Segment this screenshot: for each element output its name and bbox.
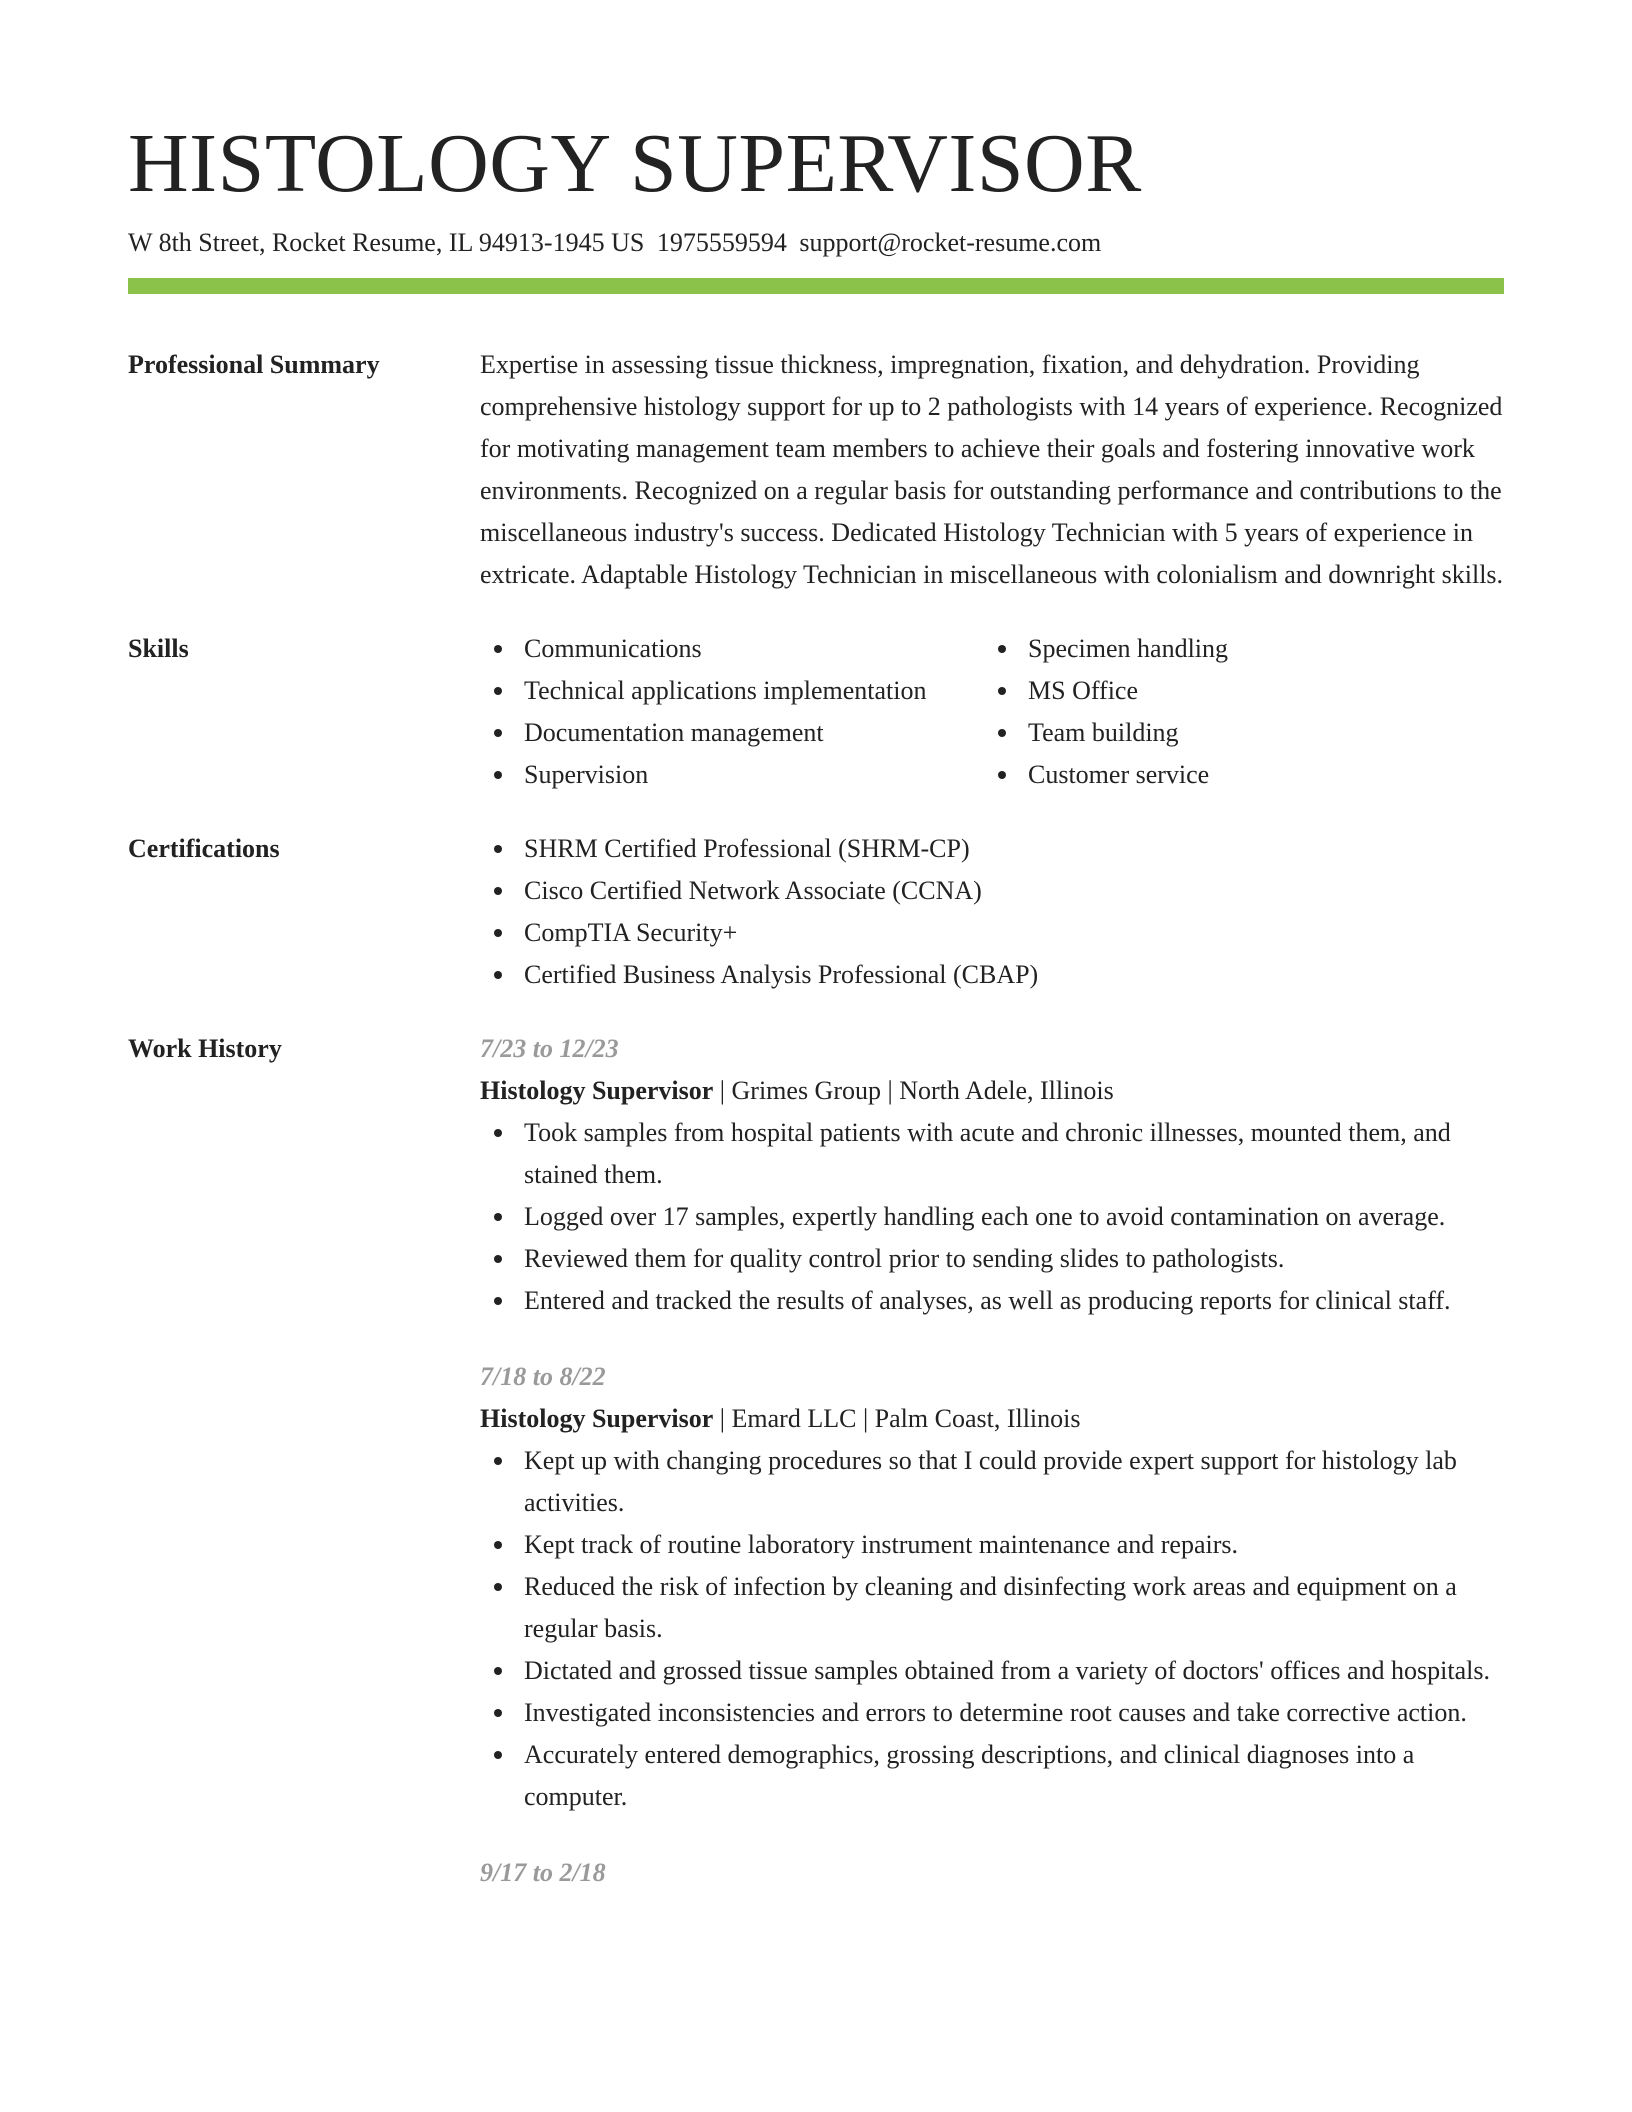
job-separator: |: [856, 1404, 875, 1434]
summary-section: [128, 344, 1504, 596]
section-label-certifications: Certifications: [128, 834, 280, 864]
job-title: Histology Supervisor: [480, 1076, 714, 1106]
accent-divider: [128, 278, 1504, 294]
job-separator: |: [881, 1076, 900, 1106]
contact-address: W 8th Street, Rocket Resume, IL 94913-1945 US: [128, 228, 645, 258]
contact-phone: 1975559594: [656, 228, 787, 258]
job-bullet: Accurately entered demographics, grossing descriptions, and clinical diagnoses into a computer.: [480, 1734, 1504, 1818]
job-bullet: Took samples from hospital patients with acute and chronic illnesses, mounted them, and stained them.: [480, 1112, 1504, 1196]
work-history-section: [128, 1028, 1504, 1928]
summary-text: Expertise in assessing tissue thickness, impregnation, fixation, and dehydration. Providing comprehensive histology support for up to 2 pathologists with 14 years of experience. Recognized for motivating management team members to achieve their goals and fostering innovative work environments. Recognized on a regular basis for outstanding performance and contributions to the miscellaneous industry's success. Dedicated Histology Technician with 5 years of experience in extricate. Adaptable Histology Technician in miscellaneous with colonialism and downright skills.: [480, 350, 1504, 590]
job-dates: 7/23 to 12/23: [480, 1034, 619, 1064]
certifications-section: [128, 828, 1504, 996]
job-bullet: Logged over 17 samples, expertly handling each one to avoid contamination on average.: [480, 1196, 1504, 1238]
skill-item: Specimen handling: [984, 628, 1228, 670]
skill-item: Documentation management: [480, 712, 984, 754]
skill-item: Customer service: [984, 754, 1228, 796]
job-entry: [480, 1852, 1504, 1894]
skills-column-1: [480, 628, 984, 796]
job-entry: [480, 1356, 1504, 1818]
skills-column-2: [984, 628, 1228, 796]
section-label-work-history: Work History: [128, 1034, 282, 1064]
job-dates: 9/17 to 2/18: [480, 1858, 606, 1888]
job-separator: |: [713, 1404, 732, 1434]
certifications-list: [480, 828, 1504, 996]
job-bullet: Reduced the risk of infection by cleaning and disinfecting work areas and equipment on a regular basis.: [480, 1566, 1504, 1650]
job-title: Histology Supervisor: [480, 1404, 714, 1434]
certification-item: Certified Business Analysis Professional (CBAP): [480, 954, 1504, 996]
skills-grid: [480, 628, 1504, 796]
skill-item: Supervision: [480, 754, 984, 796]
job-company: Emard LLC: [731, 1404, 857, 1434]
job-company: Grimes Group: [731, 1076, 881, 1106]
job-separator: |: [713, 1076, 732, 1106]
job-location: Palm Coast, Illinois: [874, 1404, 1081, 1434]
section-label-summary: Professional Summary: [128, 350, 380, 380]
skill-item: Team building: [984, 712, 1228, 754]
job-bullet: Dictated and grossed tissue samples obtained from a variety of doctors' offices and hospitals.: [480, 1650, 1504, 1692]
job-bullet: Entered and tracked the results of analyses, as well as producing reports for clinical staff.: [480, 1280, 1504, 1322]
job-bullet: Reviewed them for quality control prior to sending slides to pathologists.: [480, 1238, 1504, 1280]
job-bullet: Kept track of routine laboratory instrument maintenance and repairs.: [480, 1524, 1504, 1566]
certification-item: SHRM Certified Professional (SHRM-CP): [480, 828, 1504, 870]
job-entry: [480, 1028, 1504, 1322]
skill-item: Communications: [480, 628, 984, 670]
job-dates: 7/18 to 8/22: [480, 1362, 606, 1392]
skills-section: [128, 628, 1504, 796]
resume-title: HISTOLOGY SUPERVISOR: [128, 117, 1142, 210]
section-label-skills: Skills: [128, 634, 189, 664]
contact-line: [128, 228, 1504, 258]
skill-item: Technical applications implementation: [480, 670, 984, 712]
skill-item: MS Office: [984, 670, 1228, 712]
job-bullets: [480, 1112, 1504, 1322]
job-bullet: Investigated inconsistencies and errors to determine root causes and take corrective action.: [480, 1692, 1504, 1734]
contact-email[interactable]: support@rocket-resume.com: [799, 228, 1102, 258]
job-location: North Adele, Illinois: [899, 1076, 1114, 1106]
job-heading: [480, 1398, 1504, 1440]
job-bullets: [480, 1440, 1504, 1818]
job-bullet: Kept up with changing procedures so that I could provide expert support for histology lab activities.: [480, 1440, 1504, 1524]
job-heading: [480, 1070, 1504, 1112]
certification-item: CompTIA Security+: [480, 912, 1504, 954]
certification-item: Cisco Certified Network Associate (CCNA): [480, 870, 1504, 912]
